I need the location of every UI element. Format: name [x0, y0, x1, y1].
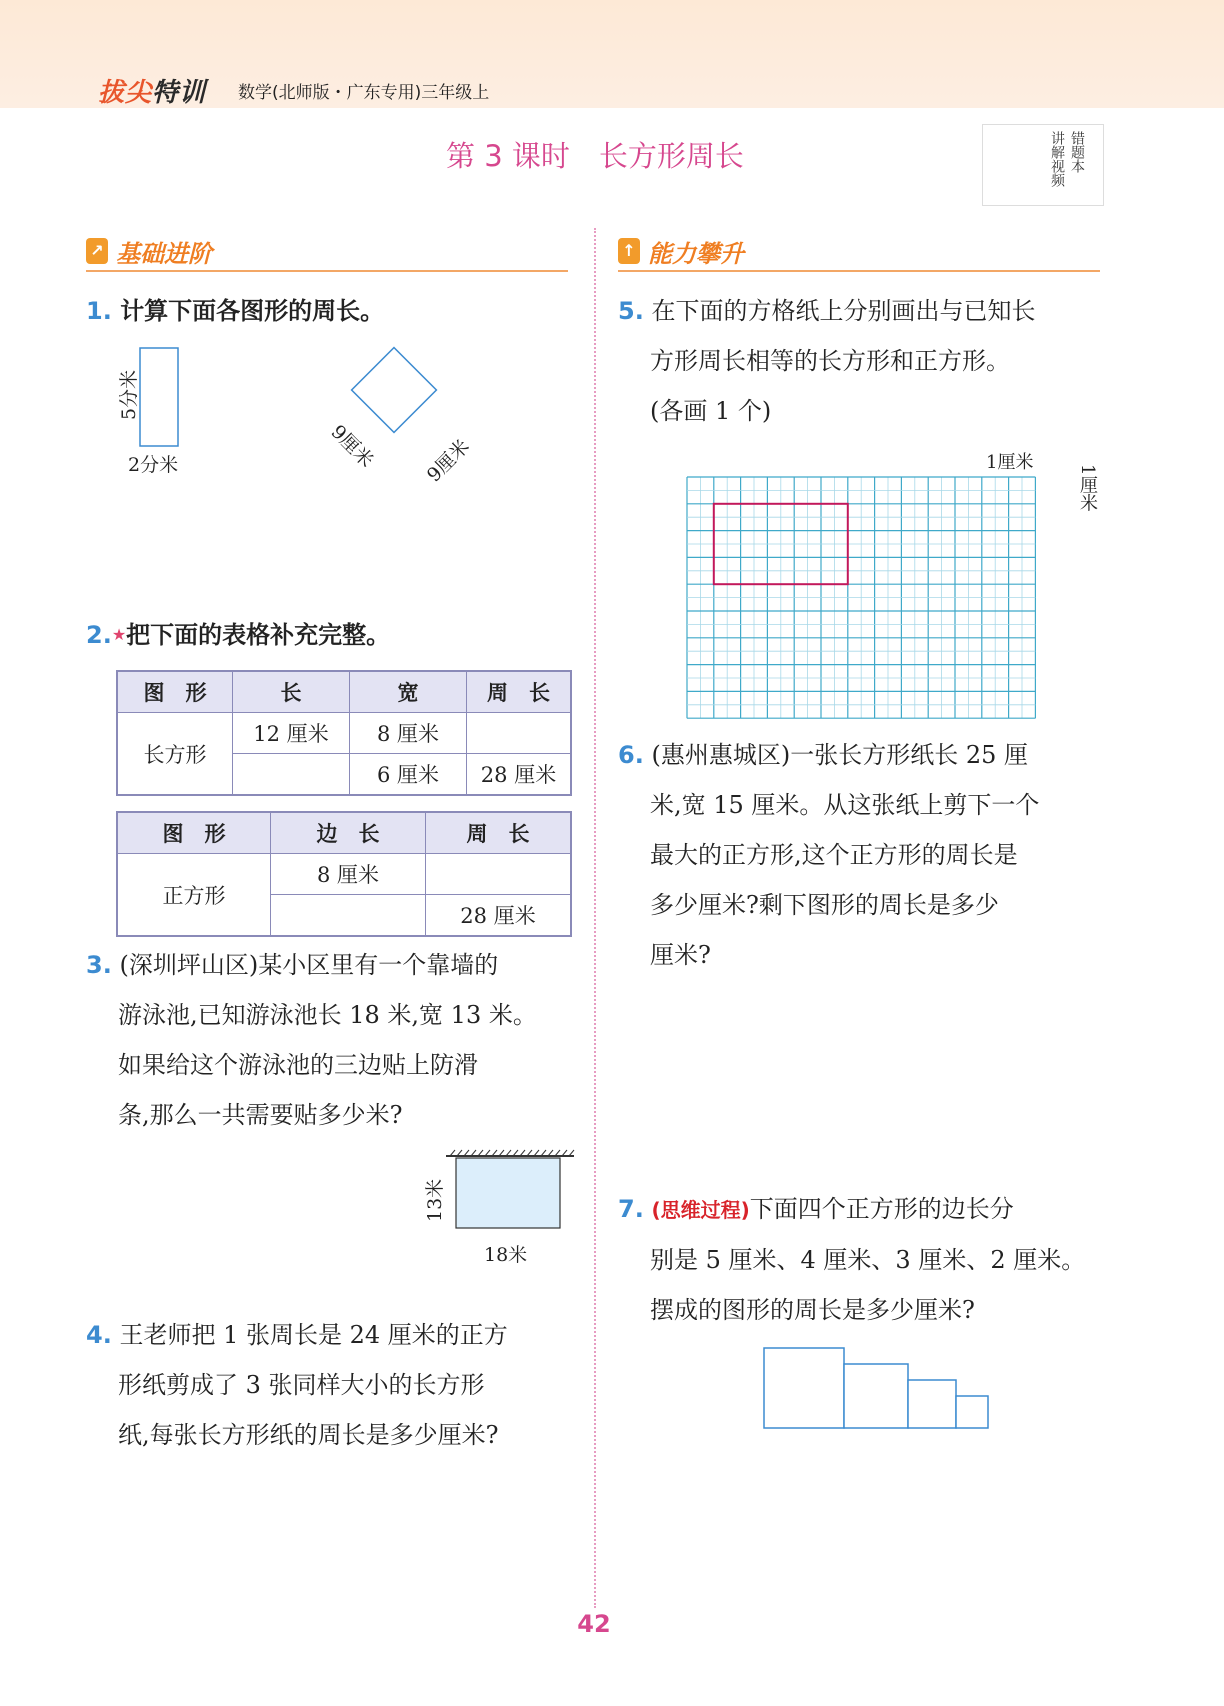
q1-square-right-label: 9厘米 — [422, 435, 474, 487]
q5-line: 在下面的方格纸上分别画出与已知长 — [651, 297, 1036, 325]
q3-line: 如果给这个游泳池的三边贴上防滑 — [118, 1051, 478, 1079]
section-advanced-title: 能力攀升 — [648, 240, 744, 268]
question-6 — [618, 730, 1118, 980]
qr-code-box[interactable] — [982, 124, 1104, 206]
table-cell: 8 厘米 — [350, 713, 467, 754]
table-header: 周 长 — [467, 671, 572, 713]
table-cell-shape: 长方形 — [117, 713, 233, 796]
q6-line: 厘米? — [650, 941, 711, 969]
star-icon: ★ — [111, 625, 127, 644]
question-2-number: 2. — [86, 621, 112, 649]
q4-line: 王老师把 1 张周长是 24 厘米的正方 — [119, 1321, 508, 1349]
q3-line: 游泳池,已知游泳池长 18 米,宽 13 米。 — [118, 1001, 537, 1029]
q3-height-label: 13米 — [424, 1178, 446, 1222]
question-2 — [86, 610, 390, 660]
page-number: 42 — [577, 1610, 611, 1638]
table-cell-blank[interactable] — [467, 713, 572, 754]
q7-square-4cm — [844, 1364, 908, 1428]
q6-line: 多少厘米?剩下图形的周长是多少 — [650, 891, 999, 919]
question-3-number: 3. — [86, 951, 112, 979]
q6-line: (惠州惠城区)一张长方形纸长 25 厘 — [651, 741, 1028, 769]
table-header-row — [117, 671, 571, 713]
q1-rect-height-label: 5分米 — [118, 369, 140, 420]
q1-square-left-label: 9厘米 — [326, 420, 378, 472]
q4-line: 形纸剪成了 3 张同样大小的长方形 — [118, 1371, 485, 1399]
q2-table-rectangle — [116, 670, 572, 796]
table-header: 图 形 — [117, 812, 271, 854]
question-5 — [618, 286, 1118, 436]
subject-line: 数学(北师版・广东专用)三年级上 — [238, 83, 490, 103]
table-cell-shape: 正方形 — [117, 854, 271, 937]
table-row — [117, 713, 571, 754]
table-cell-blank[interactable] — [426, 854, 572, 895]
question-1 — [86, 286, 384, 336]
q7-line: 摆成的图形的周长是多少厘米? — [650, 1296, 975, 1324]
table-header: 边 长 — [271, 812, 426, 854]
q5-line: (各画 1 个) — [650, 397, 772, 425]
q1-rect-width-label: 2分米 — [128, 454, 179, 476]
q5-grid-paper[interactable] — [686, 476, 1038, 722]
q3-pool-figure — [440, 1148, 580, 1248]
section-basic-underline — [86, 270, 568, 272]
q3-line: (深圳坪山区)某小区里有一个靠墙的 — [119, 951, 499, 979]
question-1-text: 计算下面各图形的周长。 — [120, 297, 385, 325]
qr-label-mistake-book: 错题本 — [1069, 131, 1085, 173]
table-header: 宽 — [350, 671, 467, 713]
q3-line: 条,那么一共需要贴多少米? — [118, 1101, 403, 1129]
question-4 — [86, 1310, 586, 1460]
q7-line: 下面四个正方形的边长分 — [749, 1195, 1014, 1223]
section-advanced — [618, 234, 1100, 274]
q7-squares-figure — [760, 1344, 1000, 1436]
table-cell-blank[interactable] — [233, 754, 350, 796]
brand-part-b: 特训 — [152, 78, 207, 108]
q7-tag: (思维过程) — [651, 1198, 750, 1222]
qr-label-video: 讲解视频 — [1049, 131, 1065, 187]
table-cell: 12 厘米 — [233, 713, 350, 754]
q6-line: 米,宽 15 厘米。从这张纸上剪下一个 — [650, 791, 1040, 819]
question-7 — [618, 1184, 1118, 1335]
lesson-title: 第 3 课时 长方形周长 — [446, 139, 744, 173]
q7-square-5cm — [764, 1348, 844, 1428]
question-6-number: 6. — [618, 741, 644, 769]
column-divider — [594, 228, 596, 1608]
q7-square-2cm — [956, 1396, 988, 1428]
q2-table-square — [116, 811, 572, 937]
brand-part-a: 拔尖 — [98, 78, 153, 108]
table-cell: 6 厘米 — [350, 754, 467, 796]
question-4-number: 4. — [86, 1321, 112, 1349]
q5-line: 方形周长相等的长方形和正方形。 — [650, 347, 1010, 375]
q7-line: 别是 5 厘米、4 厘米、3 厘米、2 厘米。 — [650, 1246, 1086, 1274]
q1-square — [352, 348, 437, 433]
question-2-text: 把下面的表格补充完整。 — [126, 621, 391, 649]
table-cell-blank[interactable] — [271, 895, 426, 937]
q4-line: 纸,每张长方形纸的周长是多少厘米? — [118, 1421, 499, 1449]
table-cell: 28 厘米 — [426, 895, 572, 937]
table-row — [117, 854, 571, 895]
section-advanced-underline — [618, 270, 1100, 272]
q5-unit-top-label: 1厘米 — [986, 452, 1034, 473]
advanced-section-icon: ↑ — [618, 238, 640, 264]
section-basic — [86, 234, 568, 274]
question-1-number: 1. — [86, 297, 112, 325]
brand-logo — [98, 72, 206, 109]
basic-section-icon: ↗ — [86, 238, 108, 264]
table-header-row — [117, 812, 571, 854]
q5-unit-side-label: 1厘米 — [1077, 464, 1098, 512]
q7-square-3cm — [908, 1380, 956, 1428]
question-7-number: 7. — [618, 1195, 644, 1223]
question-3 — [86, 940, 586, 1140]
table-header: 周 长 — [426, 812, 572, 854]
table-header: 图 形 — [117, 671, 233, 713]
q1-rectangle — [140, 348, 178, 446]
question-5-number: 5. — [618, 297, 644, 325]
table-header: 长 — [233, 671, 350, 713]
table-cell: 8 厘米 — [271, 854, 426, 895]
section-basic-title: 基础进阶 — [116, 240, 212, 268]
table-cell: 28 厘米 — [467, 754, 572, 796]
q6-line: 最大的正方形,这个正方形的周长是 — [650, 841, 1018, 869]
q3-width-label: 18米 — [484, 1244, 528, 1266]
q3-pool — [456, 1158, 560, 1228]
